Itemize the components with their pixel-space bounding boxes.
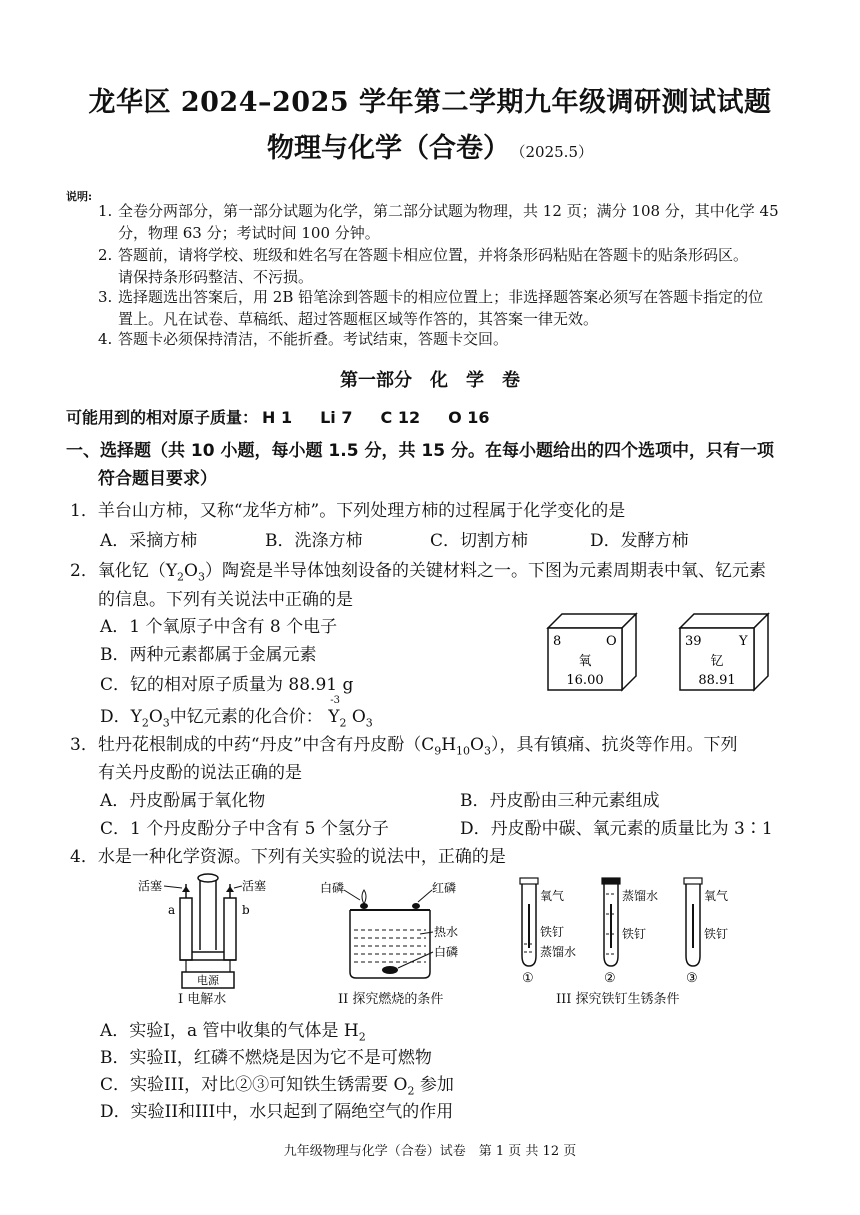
- q2-option-b: B．两种元素都属于金属元素: [100, 645, 317, 665]
- tube1-nail-label: 铁钉: [540, 925, 565, 939]
- q4-stem: 4．水是一种化学资源。下列有关实验的说法中，正确的是: [70, 847, 506, 867]
- atomic-mass-line: [66, 405, 518, 428]
- stopcock-right-label: 活塞: [242, 879, 267, 893]
- q3-stem-part: H: [441, 735, 457, 755]
- q2-stem-part: O: [184, 561, 198, 581]
- q4-option-a: [100, 1016, 366, 1043]
- section-heading-cont: 符合题目要求）: [98, 469, 217, 489]
- section-heading: 一、选择题（共 10 小题，每小题 1.5 分，共 15 分。在每小题给出的四个选项中，只有一项: [66, 441, 774, 461]
- note-line: 全卷分两部分，第一部分试题为化学，第二部分试题为物理，共 12 页；满分 108 分，其中化学 45: [118, 202, 779, 220]
- q3-option-b: B．丹皮酚由三种元素组成: [460, 791, 660, 811]
- note-number: 4.: [98, 330, 113, 348]
- stopcock-left-label: 活塞: [138, 879, 163, 893]
- q1-option-b: B．洗涤方柿: [265, 531, 363, 551]
- tube1-water-label: 蒸馏水: [540, 945, 577, 959]
- hot-water-label: 热水: [434, 925, 459, 939]
- test-tube-3: [684, 878, 702, 966]
- q3-stem-part: O: [470, 735, 484, 755]
- note-4: [98, 328, 508, 350]
- oxygen-mass: 16.00: [566, 673, 604, 688]
- q1-stem: 1．羊台山方柿，又称“龙华方柿”。下列处理方柿的过程属于化学变化的是: [70, 501, 626, 521]
- atomic-mass-item: C 12: [380, 408, 421, 427]
- note-line: 请保持条形码整洁、不污损。: [118, 268, 314, 286]
- test-tube-1: [520, 878, 538, 966]
- q2-d-part: 中钇元素的化合价：: [169, 707, 323, 727]
- q3-stem: 3．牡丹花根制成的中药“丹皮”中含有丹皮酚$(C_9H_{10}O_3)$，具有镇痛、抗炎等作用。下列: [70, 735, 738, 758]
- oxygen-name: 氧: [578, 654, 592, 669]
- q1-option-a: A．采摘方柿: [100, 531, 198, 551]
- q3-stem-part: 3．牡丹花根制成的中药“丹皮”中含有丹皮酚（C: [70, 735, 435, 755]
- q3-option-c: C．1 个丹皮酚分子中含有 5 个氢分子: [100, 819, 389, 839]
- exam-subtitle: [0, 126, 860, 165]
- tube2-number: ②: [604, 971, 616, 986]
- note-line: 答题前，请将学校、班级和姓名写在答题卡相应位置，并将条形码粘贴在答题卡的贴条形码区。: [118, 246, 749, 264]
- tube3-number: ③: [686, 971, 698, 986]
- atomic-mass-label: 可能用到的相对原子质量：: [66, 408, 259, 427]
- note-line: 置上。凡在试卷、草稿纸、超过答题框区域等作答的，其答案一律无效。: [118, 310, 599, 328]
- note-number: 3.: [98, 288, 113, 306]
- atomic-mass-item: H 1: [262, 408, 293, 427]
- note-line: 选择题选出答案后，用 2B 铅笔涂到答题卡的相应位置上；非选择题答案必须写在答题卡指定的位: [118, 288, 764, 306]
- tube3-nail-label: 铁钉: [704, 927, 729, 941]
- q2-option-a: A．1 个氧原子中含有 8 个电子: [100, 617, 338, 637]
- note-line: 分，物理 63 分；考试时间 100 分钟。: [118, 224, 380, 242]
- valence-mark: -3: [330, 695, 340, 706]
- page-footer: 九年级物理与化学（合卷）试卷 第 1 页 共 12 页: [283, 1144, 577, 1159]
- yttrium-name: 钇: [710, 654, 724, 669]
- yttrium-number: 39: [685, 634, 702, 649]
- q4-c-sub: 2: [407, 1084, 415, 1098]
- q4-option-b: B．实验II，红磷不燃烧是因为它不是可燃物: [100, 1048, 432, 1068]
- atomic-mass-item: O 16: [448, 408, 490, 427]
- yttrium-symbol: Y: [739, 634, 748, 649]
- white-phosphorus-2-label: 白磷: [434, 945, 459, 959]
- exam-date: （2025.5）: [518, 143, 593, 161]
- q3-option-a: A．丹皮酚属于氧化物: [100, 791, 266, 811]
- note-number: 2.: [98, 246, 113, 264]
- white-phosphorus-label: 白磷: [320, 881, 345, 895]
- test-tube-2: [602, 878, 620, 966]
- q4-c-text: C．实验III，对比②③可知铁生锈需要 O: [100, 1075, 408, 1095]
- atomic-mass-item: Li 7: [320, 408, 353, 427]
- tube1-oxygen-label: 氧气: [540, 889, 565, 903]
- tube1-number: ①: [522, 971, 534, 986]
- q2-stem-part: ）陶瓷是半导体蚀刻设备的关键材料之一。下图为元素周期表中氧、钇元素: [204, 561, 766, 581]
- q2-stem-part: 2．氧化钇（Y: [70, 561, 178, 581]
- q4-a-sub: 2: [358, 1030, 366, 1044]
- q2-option-c: C．钇的相对原子质量为 88.91 g: [100, 675, 354, 695]
- note-line: 答题卡必须保持清洁，不能折叠。考试结束，答题卡交回。: [118, 330, 509, 348]
- q3-option-d: D．丹皮酚中碳、氧元素的质量比为 3∶1: [460, 819, 773, 839]
- figure-3-caption: III 探究铁钉生锈条件: [556, 992, 680, 1007]
- q1-option-d: D．发酵方柿: [590, 531, 689, 551]
- note-number: 1.: [98, 202, 113, 220]
- exam-title: 龙华区 2024–2025 学年第二学期九年级调研测试试题: [88, 87, 772, 118]
- notes-label: 说明:: [66, 190, 93, 203]
- figure-rusting: [510, 874, 750, 986]
- q4-option-c: [100, 1070, 454, 1097]
- q1-option-c: C．切割方柿: [430, 531, 529, 551]
- q4-c-text-post: 参加: [414, 1075, 454, 1095]
- q3-stem-part: ），具有镇痛、抗炎等作用。下列: [490, 735, 738, 755]
- part-title: 第一部分 化 学 卷: [340, 370, 520, 391]
- q2-stem-2: 的信息。下列有关说法中正确的是: [98, 590, 353, 610]
- q2-option-d: D．$Y_2O_3$中钇元素的化合价： -3 $Y_2$ $O_3$: [100, 695, 373, 730]
- element-box-yttrium: [680, 614, 768, 690]
- oxygen-number: 8: [553, 634, 562, 649]
- q4-a-text: A．实验I，a 管中收集的气体是 H: [100, 1021, 359, 1041]
- oxygen-symbol: O: [606, 634, 617, 649]
- q3-stem-2: 有关丹皮酚的说法正确的是: [98, 763, 302, 783]
- figure-1-caption: I 电解水: [178, 992, 227, 1007]
- yttrium-mass: 88.91: [698, 673, 736, 688]
- q4-option-d: D．实验II和III中，水只起到了隔绝空气的作用: [100, 1102, 454, 1122]
- figure-combustion: [320, 876, 480, 988]
- subtitle-text: 物理与化学（合卷）: [267, 133, 510, 164]
- tube-b-label: b: [242, 903, 250, 917]
- tube-a-label: a: [168, 903, 176, 917]
- q2-d-part: D．Y: [100, 707, 142, 727]
- red-phosphorus-label: 红磷: [432, 881, 457, 895]
- q2-stem: 2．氧化钇$(Y_2O_3)$陶瓷是半导体蚀刻设备的关键材料之一。下图为元素周期表中氧、钇元素: [70, 561, 766, 584]
- note-2: [98, 244, 748, 288]
- tube2-nail-label: 铁钉: [622, 927, 647, 941]
- figure-electrolysis: [138, 870, 278, 1005]
- note-1: [98, 200, 779, 244]
- power-label: 电源: [197, 974, 219, 987]
- element-boxes: [540, 604, 780, 696]
- tube2-water-label: 蒸馏水: [622, 889, 659, 903]
- tube3-oxygen-label: 氧气: [704, 889, 729, 903]
- note-3: [98, 286, 763, 330]
- element-box-oxygen: [548, 614, 636, 690]
- q2-d-part: O: [148, 707, 163, 727]
- figure-2-caption: II 探究燃烧的条件: [338, 992, 444, 1007]
